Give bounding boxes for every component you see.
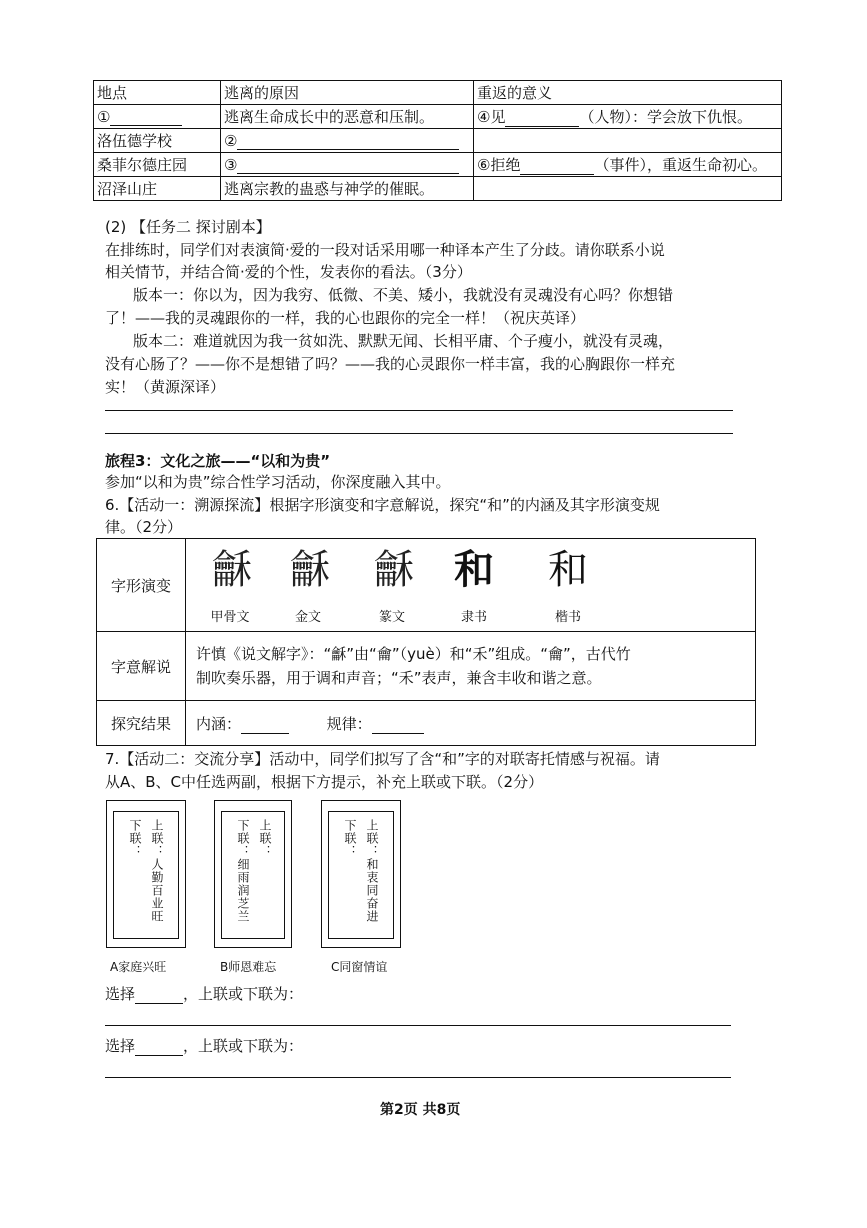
place-cell: ① — [94, 105, 221, 129]
result-row — [97, 701, 756, 746]
explain-row — [97, 632, 756, 701]
reason-cell: 逃离宗教的蛊惑与神学的催眠。 — [221, 177, 474, 201]
answer-line[interactable] — [105, 1025, 731, 1026]
q7-line1: 7.【活动二：交流分享】活动中，同学们拟写了含“和”字的对联寄托情感与祝福。请 — [105, 750, 660, 768]
couplet-lower: 下联： — [343, 819, 357, 858]
choice-blank[interactable] — [135, 1041, 183, 1056]
glyph-evolution-table — [96, 538, 756, 746]
glyph-name: 金文 — [294, 610, 321, 625]
header-reason: 逃离的原因 — [221, 81, 474, 105]
meaning-cell — [474, 177, 782, 201]
journey3-title: 旅程3：文化之旅——“以和为贵” — [105, 452, 331, 470]
task2-heading: (2) 【任务二 探讨剧本】 — [105, 218, 271, 236]
answer-line[interactable] — [105, 1077, 731, 1078]
couplet-caption: A家庭兴旺 — [110, 960, 167, 974]
table-row — [94, 105, 782, 129]
meaning-cell — [474, 129, 782, 153]
bronze-glyph: 龢 — [290, 547, 326, 593]
clerical-glyph: 和 — [454, 547, 494, 593]
escape-return-table — [93, 80, 782, 201]
page-footer: 第2页 共8页 — [380, 1102, 461, 1118]
couplet-b — [214, 800, 292, 948]
glyph-name: 甲骨文 — [210, 610, 250, 625]
choice-row-2: 选择 ，上联或下联为： — [105, 1037, 304, 1055]
place-cell: 洛伍德学校 — [94, 129, 221, 153]
reason-cell: ③ — [221, 153, 474, 177]
couplet-lower: 下联： — [128, 819, 142, 858]
task2-prompt-line1: 在排练时，同学们对表演简·爱的一段对话采用哪一种译本产生了分歧。请你联系小说 — [105, 241, 665, 259]
couplet-c — [321, 800, 401, 948]
row-label: 字形演变 — [97, 539, 186, 632]
explain-cell — [186, 632, 756, 701]
answer-blank[interactable] — [237, 159, 459, 174]
result-cell — [186, 701, 756, 746]
couplet-caption: C同窗情谊 — [331, 960, 388, 974]
table-row — [94, 177, 782, 201]
neihan-blank[interactable] — [241, 719, 289, 734]
guilv-blank[interactable] — [372, 719, 424, 734]
task2-prompt-line2: 相关情节，并结合简·爱的个性，发表你的看法。（3分） — [105, 263, 472, 281]
answer-blank[interactable] — [237, 135, 459, 150]
glyph-cell — [186, 539, 756, 632]
version2-line1: 版本二：难道就因为我一贫如洗、默默无闻、长相平庸、个子瘦小，就没有灵魂， — [133, 332, 674, 350]
header-meaning: 重返的意义 — [474, 81, 782, 105]
oracle-glyph: 龢 — [212, 547, 248, 593]
place-cell: 桑菲尔德庄园 — [94, 153, 221, 177]
answer-blank[interactable] — [505, 112, 579, 127]
couplet-upper: 上联： — [258, 819, 272, 858]
place-cell: 沼泽山庄 — [94, 177, 221, 201]
couplet-caption: B师恩难忘 — [220, 960, 277, 974]
glyph-row — [97, 539, 756, 632]
version1-line2: 了！——我的灵魂跟你的一样，我的心也跟你的完全一样！（祝庆英译） — [105, 309, 586, 327]
answer-line[interactable] — [105, 410, 733, 411]
meaning-cell: ⑥拒绝 （事件），重返生命初心。 — [474, 153, 782, 177]
couplet-upper: 上联：人勤百业旺 — [150, 819, 164, 923]
row-label: 字意解说 — [97, 632, 186, 701]
row-label: 探究结果 — [97, 701, 186, 746]
choice-row-1: 选择 ，上联或下联为： — [105, 985, 304, 1003]
couplet-lower: 下联：细雨润芝兰 — [236, 819, 250, 923]
seal-glyph: 龢 — [374, 547, 410, 593]
table-row — [94, 153, 782, 177]
version2-line3: 实！（黄源深译） — [105, 378, 226, 396]
regular-glyph: 和 — [548, 547, 588, 593]
q7-line2: 从A、B、C中任选两副，根据下方提示，补充上联或下联。（2分） — [105, 773, 544, 791]
q6-line1: 6.【活动一：溯源探流】根据字形演变和字意解说，探究“和”的内涵及其字形演变规 — [105, 496, 660, 514]
answer-blank[interactable] — [110, 111, 182, 126]
q6-line2: 律。（2分） — [105, 518, 183, 536]
neihan-label: 内涵： — [196, 714, 242, 733]
reason-cell: ② — [221, 129, 474, 153]
choice-blank[interactable] — [135, 989, 183, 1004]
guilv-label: 规律： — [326, 714, 372, 733]
couplet-upper: 上联：和衷同奋进 — [365, 819, 379, 923]
explain-line1: 许慎《说文解字》：“龢”由“龠”（yuè）和“禾”组成。“龠”，古代竹 — [196, 645, 631, 663]
meaning-cell: ④见 （人物）：学会放下仇恨。 — [474, 105, 782, 129]
reason-cell: 逃离生命成长中的恶意和压制。 — [221, 105, 474, 129]
header-place: 地点 — [94, 81, 221, 105]
couplet-a — [106, 800, 186, 948]
glyph-name: 篆文 — [378, 610, 405, 625]
table-row — [94, 129, 782, 153]
journey3-intro: 参加“以和为贵”综合性学习活动，你深度融入其中。 — [105, 473, 451, 491]
explain-line2: 制吹奏乐器，用于调和声音；“禾”表声，兼含丰收和谐之意。 — [196, 669, 602, 687]
glyph-name: 隶书 — [460, 610, 487, 625]
glyph-name: 楷书 — [554, 610, 581, 625]
version1-line1: 版本一：你以为，因为我穷、低微、不美、矮小，我就没有灵魂没有心吗？你想错 — [133, 286, 674, 304]
version2-line2: 没有心肠了？——你不是想错了吗？——我的心灵跟你一样丰富，我的心胸跟你一样充 — [105, 355, 676, 373]
table-header-row — [94, 81, 782, 105]
answer-blank[interactable] — [520, 160, 594, 175]
answer-line[interactable] — [105, 433, 733, 434]
